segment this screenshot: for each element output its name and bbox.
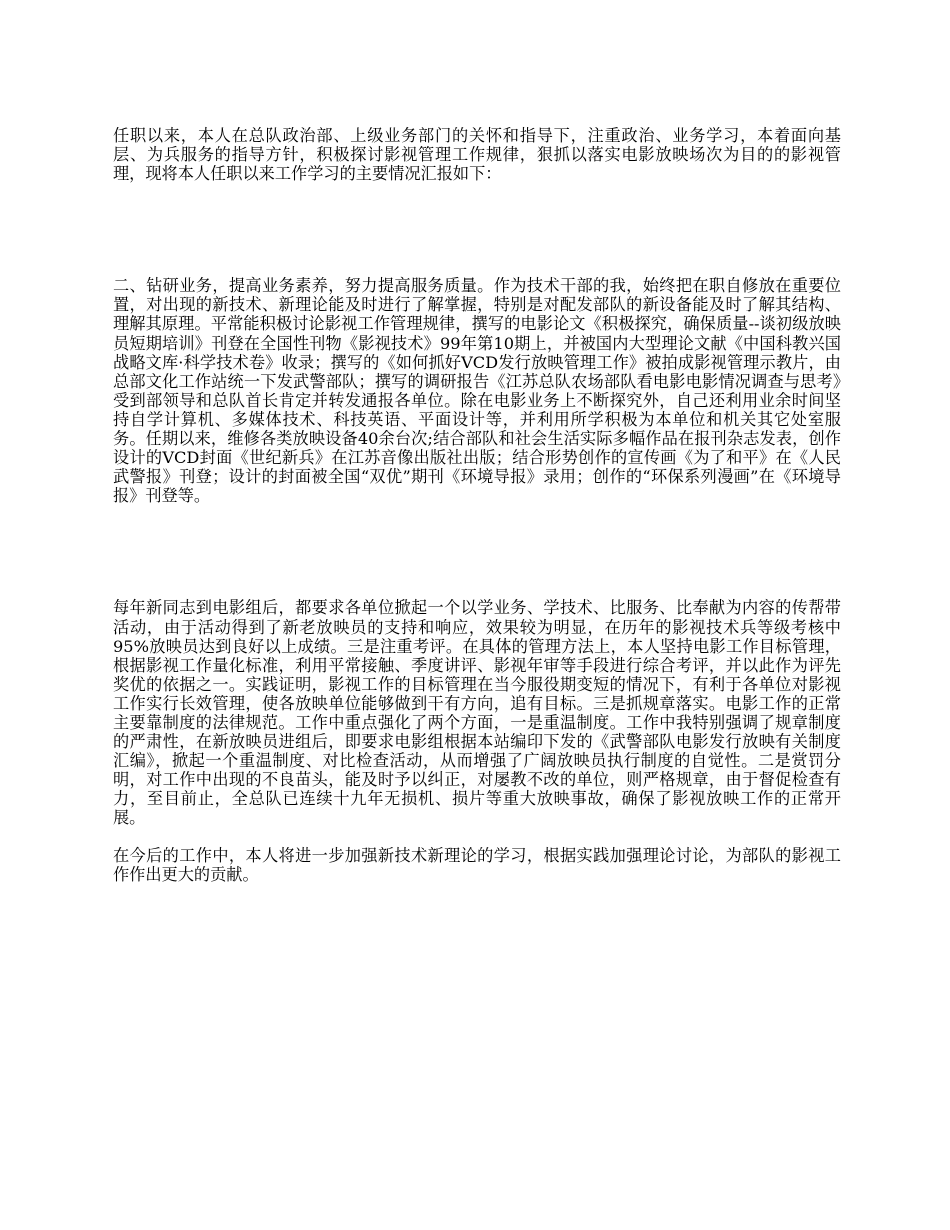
paragraph-business-study: 二、钻研业务，提高业务素养，努力提高服务质量。作为技术干部的我，始终把在职自修放在重要位置，对出现的新技术、新理论能及时进行了解掌握，特别是对配发部队的新设备能及时了解其结构、理解其原理。平常能积极讨论影视工作管理规律，撰写的电影论文《积极探究，确保质量--谈初级放映员短期培训》刊登在全国性刊物《影视技术》99年第10期上，并被国内大型理论文献《中国科教兴国战略文库·科学技术卷》收录；撰写的《如何抓好VCD发行放映管理工作》被拍成影视管理示教片，由总部文化工作站统一下发武警部队；撰写的调研报告《江苏总队农场部队看电影电影情况调查与思考》受到部领导和总队首长肯定并转发通报各单位。除在电影业务上不断探究外，自己还利用业余时间坚持自学计算机、多媒体技术、科技英语、平面设计等，并利用所学积极为本单位和机关其它处室服务。任期以来，维修各类放映设备40余台次;结合部队和社会生活实际多幅作品在报刊杂志发表，创作设计的VCD封面《世纪新兵》在江苏音像出版社出版；结合形势创作的宣传画《为了和平》在《人民武警报》刊登；设计的封面被全国“双优”期刊《环境导报》录用；创作的“环保系列漫画”在《环境导报》刊登等。 xyxy=(113,276,841,506)
paragraph-intro: 任职以来，本人在总队政治部、上级业务部门的关怀和指导下，注重政治、业务学习，本着面向基层、为兵服务的指导方针，积极探讨影视管理工作规律，狠抓以落实电影放映场次为目的的影视管理，现将本人任职以来工作学习的主要情况汇报如下： xyxy=(113,126,841,184)
paragraph-conclusion: 在今后的工作中，本人将进一步加强新技术新理论的学习，根据实践加强理论讨论，为部队的影视工作作出更大的贡献。 xyxy=(113,845,841,884)
paragraph-management: 每年新同志到电影组后，都要求各单位掀起一个以学业务、学技术、比服务、比奉献为内容的传帮带活动，由于活动得到了新老放映员的支持和响应，效果较为明显，在历年的影视技术兵等级考核中95%放映员达到良好以上成绩。三是注重考评。在具体的管理方法上，本人坚持电影工作目标管理，根据影视工作量化标准，利用平常接触、季度讲评、影视年审等手段进行综合考评，并以此作为评先奖优的依据之一。实践证明，影视工作的目标管理在当今服役期变短的情况下，有利于各单位对影视工作实行长效管理，使各放映单位能够做到干有方向，追有目标。三是抓规章落实。电影工作的正常主要靠制度的法律规范。工作中重点强化了两个方面，一是重温制度。工作中我特别强调了规章制度的严肃性，在新放映员进组后，即要求电影组根据本站编印下发的《武警部队电影发行放映有关制度汇编》，掀起一个重温制度、对比检查活动，从而增强了广阔放映员执行制度的自觉性。二是赏罚分明，对工作中出现的不良苗头，能及时予以纠正，对屡教不改的单位，则严格规章，由于督促检查有力，至目前止，全总队已连续十九年无损机、损片等重大放映事故，确保了影视放映工作的正常开展。 xyxy=(113,598,841,828)
document-body xyxy=(113,126,841,884)
